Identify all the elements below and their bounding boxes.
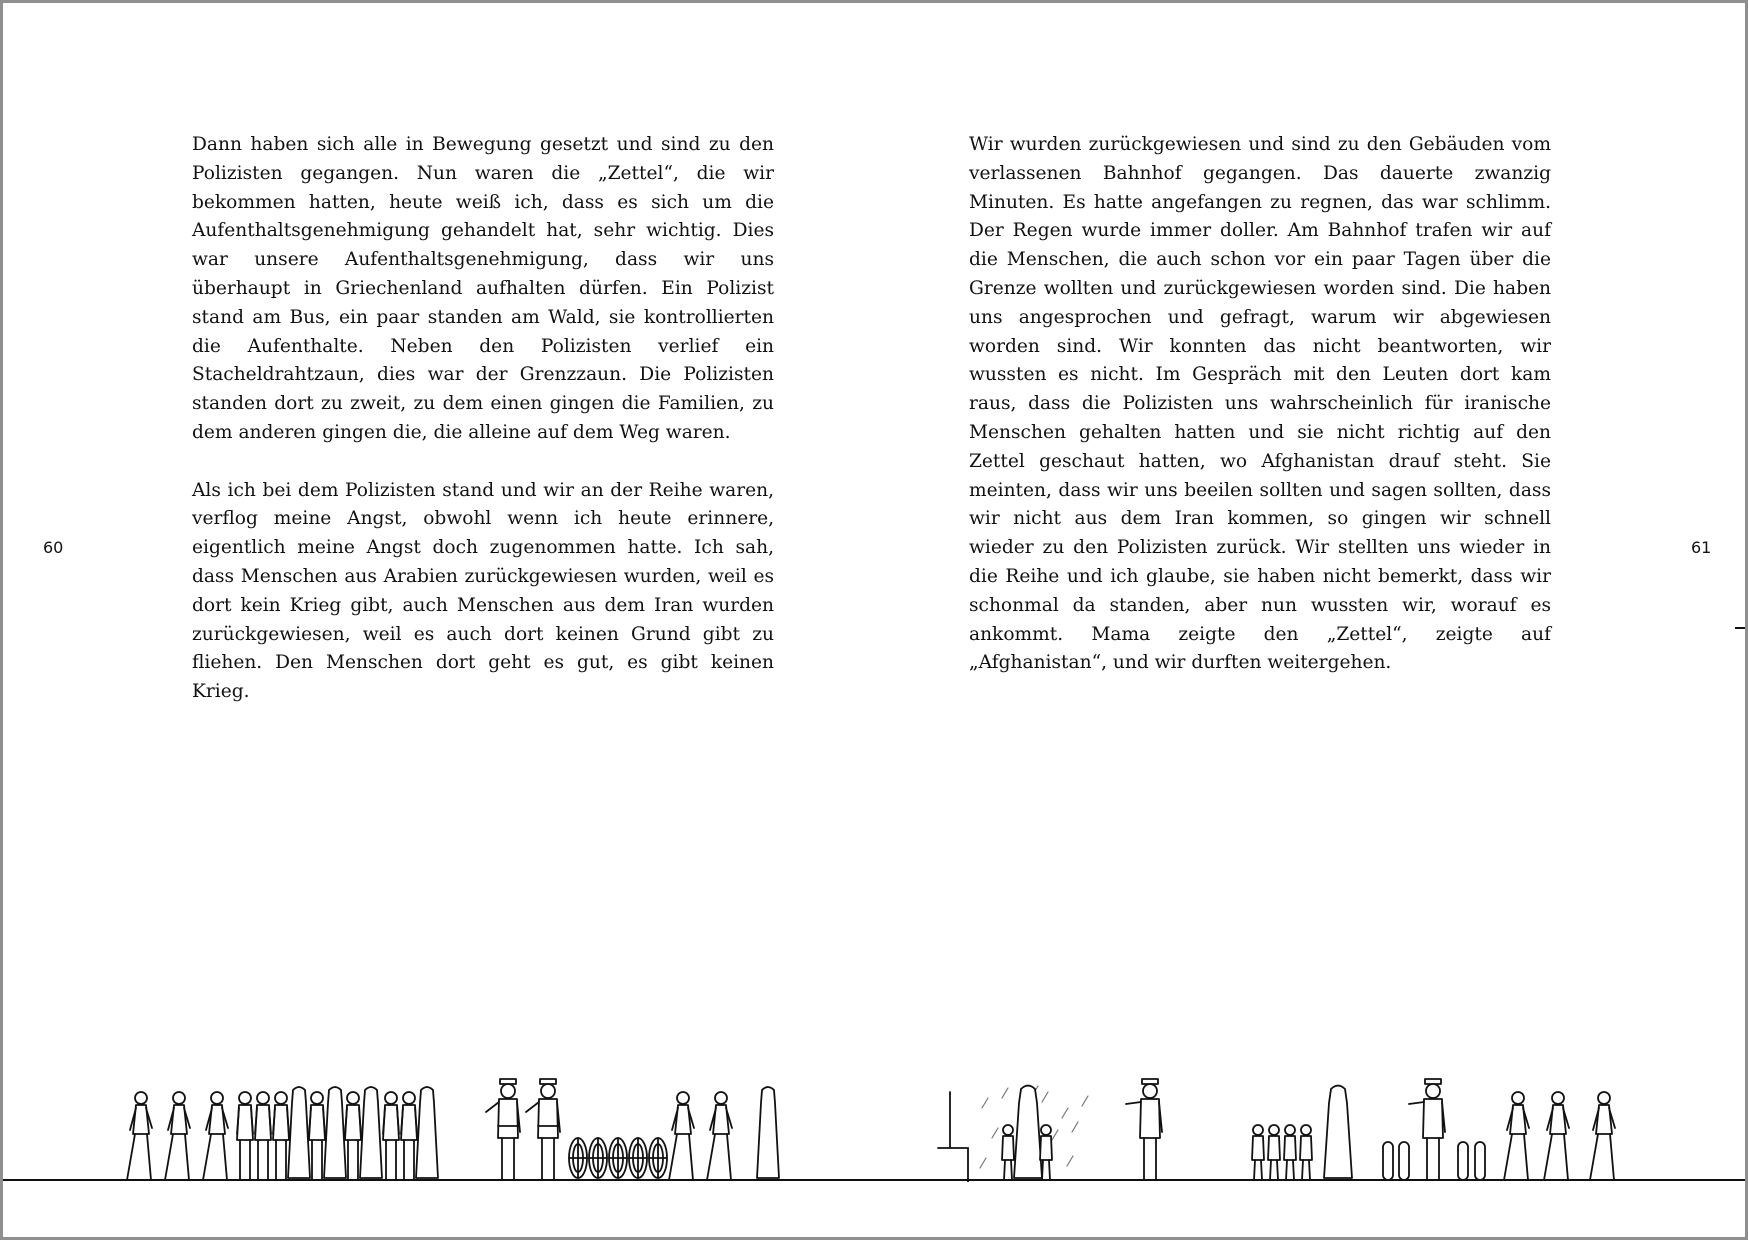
queue-illustration-icon <box>123 1078 813 1182</box>
page-number-left: 60 <box>43 538 64 557</box>
left-page-text <box>192 131 774 707</box>
right-page-text <box>969 131 1551 678</box>
ground-line <box>3 1179 1745 1181</box>
left-paragraph-2: Als ich bei dem Polizisten stand und wir an der Reihe waren, verflog meine Angst, obwohl wenn ich heute erinnere, eigentlich meine Angst doch zugenommen hatte. Ich sah, dass Menschen aus Arabien zurückgewiesen wurden, weil es dort kein Krieg gibt, auch Menschen aus dem Iran wurden zurückgewiesen, weil es auch dort keinen Grund gibt zu fliehen. Den Menschen dort geht es gut, es gibt keinen Krieg. <box>192 479 774 703</box>
crop-mark <box>1735 627 1745 629</box>
rain-police-illustration-icon <box>928 1078 1628 1182</box>
right-paragraph-1: Wir wurden zurückgewiesen und sind zu den Gebäuden vom verlassenen Bahnhof gegangen. Das dauerte zwanzig Minuten. Es hatte angefangen zu regnen, das war schlimm. Der Regen wurde immer doller. Am Bahnhof trafen wir auf die Menschen, die auch schon vor ein paar Tagen über die Grenze wollten und zurückgewiesen worden sind. Die haben uns angesprochen und gefragt, warum wir abgewiesen worden sind. Wir konnten das nicht beantworten, wir wussten es nicht. Im Gespräch mit den Leuten dort kam raus, dass die Polizisten uns wahrscheinlich für iranische Menschen gehalten hatten und sie nicht richtig auf den Zettel geschaut hatten, wo Afghanistan drauf steht. Sie meinten, dass wir uns beeilen sollten und sagen sollten, dass wir nicht aus dem Iran kommen, so gingen wir schnell wieder zu den Polizisten zurück. Wir stellten uns wieder in die Reihe und ich glaube, sie haben nicht bemerkt, dass wir schonmal da standen, aber nun wussten wir, worauf es ankommt. Mama zeigte den „Zettel“, zeigte auf „Afghanistan“, und wir durften weitergehen. <box>969 134 1551 674</box>
book-spread <box>3 3 1745 1237</box>
page-number-right: 61 <box>1691 538 1712 557</box>
left-paragraph-1: Dann haben sich alle in Bewegung gesetzt und sind zu den Polizisten gegangen. Nun waren die „Zettel“, die wir bekommen hatten, heute weiß ich, dass es sich um die Aufenthaltsgenehmigung gehandelt hat, sehr wichtig. Dies war unsere Aufenthaltsgenehmigung, dass wir uns überhaupt in Griechenland aufhalten dürfen. Ein Polizist stand am Bus, ein paar standen am Wald, sie kontrollierten die Aufenthalte. Neben den Polizisten verlief ein Stacheldrahtzaun, dies war der Grenzzaun. Die Polizisten standen dort zu zweit, zu dem einen gingen die Familien, zu dem anderen gingen die, die alleine auf dem Weg waren. <box>192 134 774 443</box>
